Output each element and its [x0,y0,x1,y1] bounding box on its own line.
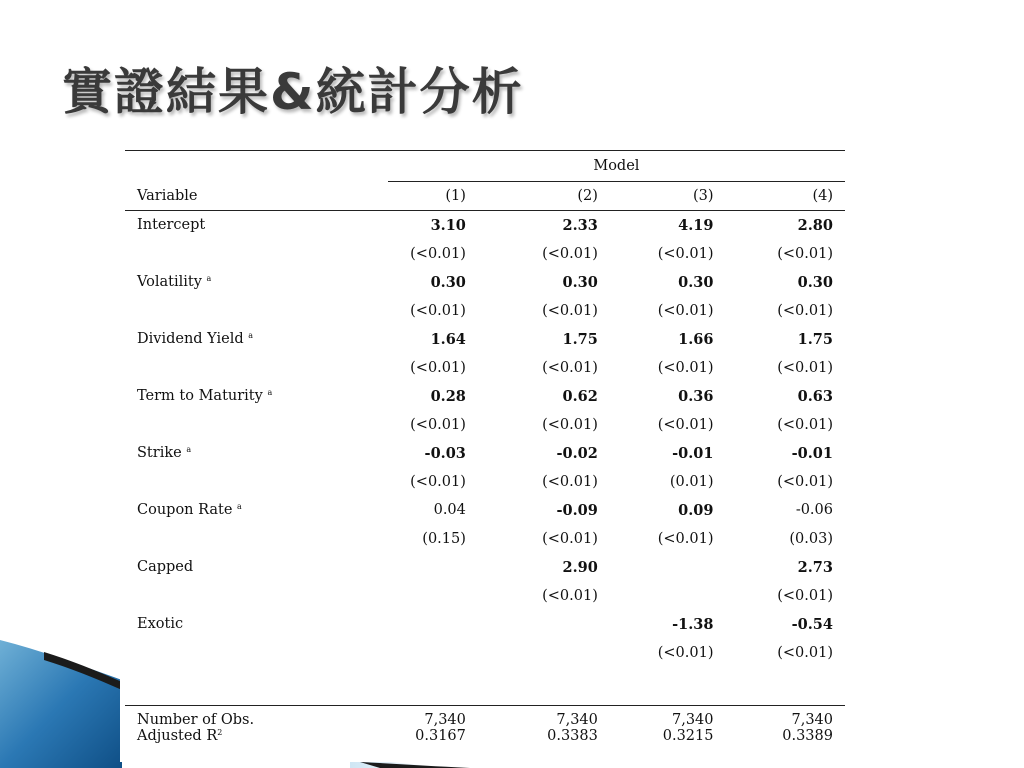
footnote-marker: a [237,502,242,512]
coefficient-cell: -0.01 [791,444,833,462]
table-row [125,411,845,440]
table-row [125,240,845,269]
coefficient-cell: 1.75 [797,330,833,348]
p-value-cell: (<0.01) [542,245,598,262]
coefficient-cell: 1.66 [678,330,714,348]
coefficient-cell: -1.38 [672,615,714,633]
regression-results-panel [120,150,850,762]
n-obs-cell: 7,340 [556,712,598,728]
coefficient-cell: 0.63 [797,387,833,405]
p-value-cell: (<0.01) [777,587,833,604]
p-value-cell: (<0.01) [777,302,833,319]
coefficient-cell: 1.75 [562,330,598,348]
coefficient-cell: 4.19 [678,216,714,234]
table-row [125,610,845,639]
p-value-cell: (<0.01) [657,302,714,319]
p-value-cell: (<0.01) [410,416,466,433]
variable-label [125,211,388,240]
p-value-cell: (<0.01) [777,245,833,262]
p-value-cell: (<0.01) [410,302,466,319]
coefficient-cell: 2.80 [797,216,833,234]
table-row [125,354,845,383]
p-value-cell: (<0.01) [777,416,833,433]
footnote-marker: a [186,445,192,455]
coefficient-cell [466,610,598,639]
table-row [125,582,845,611]
variable-label-text: Exotic [137,616,184,633]
p-value-cell: (<0.01) [410,473,466,490]
table-row [125,728,845,748]
p-value-cell: (<0.01) [657,530,714,547]
table-row [125,297,845,326]
coefficient-cell: 0.30 [797,273,833,291]
adj-r2-cell: 0.3389 [782,728,833,744]
column-header: (1) [388,182,466,211]
footnote-marker: a [206,274,212,284]
table-row [125,382,845,411]
p-value-cell: (<0.01) [542,473,598,490]
coefficient-cell: 1.64 [430,330,466,348]
p-value-cell: (<0.01) [542,359,598,376]
p-value-cell [466,639,598,668]
coefficient-cell: 2.73 [797,558,833,576]
p-value-cell: (<0.01) [777,359,833,376]
n-obs-cell: 7,340 [671,712,714,728]
column-header: (3) [598,182,714,211]
variable-label-text: Intercept [137,217,206,234]
variable-label-text: Term to Maturity [137,388,263,405]
p-value-cell: (<0.01) [777,473,833,490]
p-value-cell: (<0.01) [542,530,598,547]
p-value-cell [598,582,714,611]
p-value-cell: (0.01) [669,473,714,490]
coefficient-cell [598,553,714,582]
variable-label [125,553,388,582]
variable-label [125,382,388,411]
coefficient-cell: 0.30 [562,273,598,291]
table-row [125,553,845,582]
variable-label-text: Dividend Yield [137,331,244,348]
table-row [125,325,845,354]
variable-label-text: Strike [137,445,182,462]
table-row [125,439,845,468]
p-value-cell: (<0.01) [777,644,833,661]
p-value-cell: (<0.01) [657,245,714,262]
column-header: (4) [714,182,846,211]
p-value-cell: (<0.01) [542,302,598,319]
table-row [125,525,845,554]
p-value-cell: (<0.01) [542,416,598,433]
table-row [125,211,845,240]
variable-label [125,496,388,525]
adj-r2-superscript: 2 [217,728,223,737]
coefficient-cell: 2.90 [562,558,598,576]
coefficient-cell: 0.04 [433,502,466,519]
table-row [125,496,845,525]
p-value-cell [388,582,466,611]
adj-r2-label [125,728,388,748]
coefficient-cell: -0.54 [791,615,833,633]
p-value-cell: (<0.01) [657,359,714,376]
variable-label [125,439,388,468]
n-obs-cell: 7,340 [424,712,466,728]
variable-label [125,325,388,354]
table-row [125,468,845,497]
variable-label-text: Capped [137,559,194,576]
coefficient-cell: 0.30 [678,273,714,291]
regression-results-table [125,150,845,748]
coefficient-cell: -0.06 [795,502,833,519]
footnote-marker: a [248,331,254,341]
p-value-cell: (0.03) [789,530,833,547]
p-value-cell: (<0.01) [410,359,466,376]
variable-header: Variable [125,182,388,211]
adj-r2-cell: 0.3383 [547,728,598,744]
coefficient-cell [388,610,466,639]
variable-label [125,268,388,297]
coefficient-cell: 0.62 [562,387,598,405]
p-value-cell: (<0.01) [542,587,598,604]
column-header: (2) [466,182,598,211]
coefficient-cell: 0.28 [430,387,466,405]
table-row [125,706,845,729]
coefficient-cell [388,553,466,582]
table-row [125,639,845,668]
coefficient-cell: 3.10 [430,216,466,234]
adj-r2-label-text: Adjusted R [137,728,218,744]
coefficient-cell: -0.01 [672,444,714,462]
p-value-cell [388,639,466,668]
coefficient-cell: 0.30 [430,273,466,291]
adj-r2-cell: 0.3167 [415,728,466,744]
coefficient-cell: 0.36 [678,387,714,405]
coefficient-cell: -0.03 [424,444,466,462]
variable-label-text: Volatility [137,274,202,291]
p-value-cell: (<0.01) [410,245,466,262]
n-obs-cell: 7,340 [791,712,833,728]
table-row [125,268,845,297]
slide-title: 實證結果&統計分析 [62,63,524,121]
adj-r2-cell: 0.3215 [662,728,714,744]
footnote-marker: a [267,388,273,398]
coefficient-cell: 2.33 [562,216,598,234]
coefficient-cell: -0.02 [556,444,598,462]
p-value-cell: (0.15) [422,530,466,547]
p-value-cell: (<0.01) [657,644,714,661]
model-header: Model [388,151,845,182]
variable-label-text: Coupon Rate [137,502,233,519]
coefficient-cell: 0.09 [678,501,714,519]
p-value-cell: (<0.01) [657,416,714,433]
n-obs-label: Number of Obs. [137,712,255,728]
coefficient-cell: -0.09 [556,501,598,519]
variable-label [125,610,388,639]
